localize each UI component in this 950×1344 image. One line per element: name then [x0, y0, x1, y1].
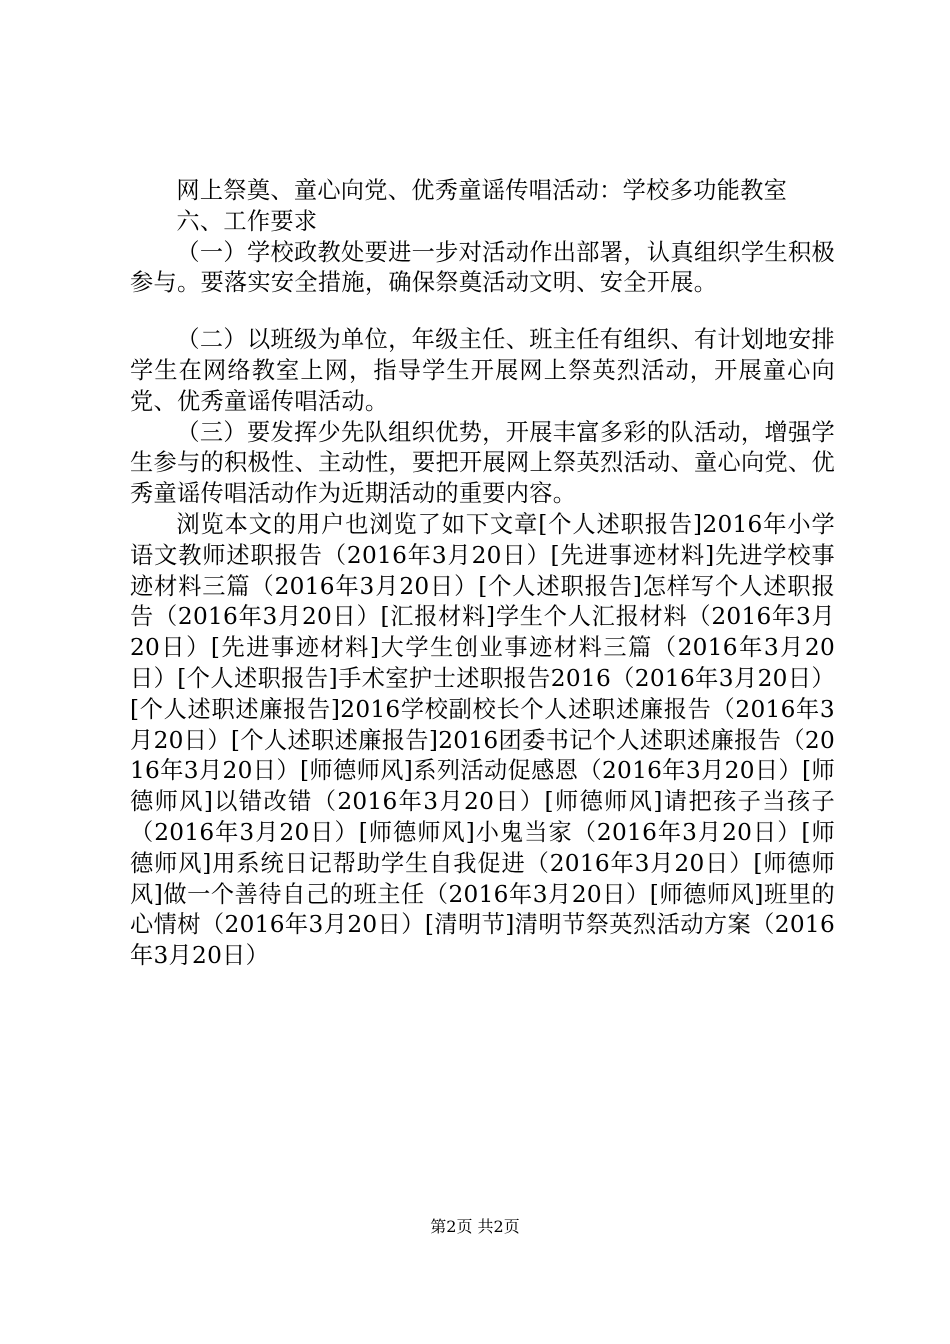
- paragraph-requirement-1: （一）学校政教处要进一步对活动作出部署，认真组织学生积极参与。要落实安全措施，确保祭奠活动文明、安全开展。: [130, 238, 835, 297]
- section-heading-work-requirements: 六、工作要求: [176, 207, 318, 235]
- paragraph-venue: 网上祭奠、童心向党、优秀童谣传唱活动：学校多功能教室: [176, 177, 788, 204]
- paragraph-requirement-3: （三）要发挥少先队组织优势，开展丰富多彩的队活动，增强学生参与的积极性、主动性，要把开展网上祭英烈活动、童心向党、优秀童谣传唱活动作为近期活动的重要内容。: [130, 418, 835, 508]
- document-body: [130, 176, 835, 972]
- page-number-footer: 第2页 共2页: [430, 1217, 520, 1236]
- paragraph-related-articles: 浏览本文的用户也浏览了如下文章[个人述职报告]2016年小学语文教师述职报告（2016年3月20日）[先进事迹材料]先进学校事迹材料三篇（2016年3月20日）[个人述职报告]怎样写个人述职报告（2016年3月20日）[汇报材料]学生个人汇报材料（2016年3月20日）[先进事迹材料]大学生创业事迹材料三篇（2016年3月20日）[个人述职报告]手术室护士述职报告2016（2016年3月20日）[个人述职述廉报告]2016学校副校长个人述职述廉报告（2016年3月20日）[个人述职述廉报告]2016团委书记个人述职述廉报告（2016年3月20日）[师德师风]系列活动促感恩（2016年3月20日）[师德师风]以错改错（2016年3月20日）[师德师风]请把孩子当孩子（2016年3月20日）[师德师风]小鬼当家（2016年3月20日）[师德师风]用系统日记帮助学生自我促进（2016年3月20日）[师德师风]做一个善待自己的班主任（2016年3月20日）[师德师风]班里的心情树（2016年3月20日）[清明节]清明节祭英烈活动方案（2016年3月20日）: [130, 510, 835, 970]
- paragraph-requirement-2: （二）以班级为单位，年级主任、班主任有组织、有计划地安排学生在网络教室上网，指导学生开展网上祭英烈活动，开展童心向党、优秀童谣传唱活动。: [130, 326, 835, 415]
